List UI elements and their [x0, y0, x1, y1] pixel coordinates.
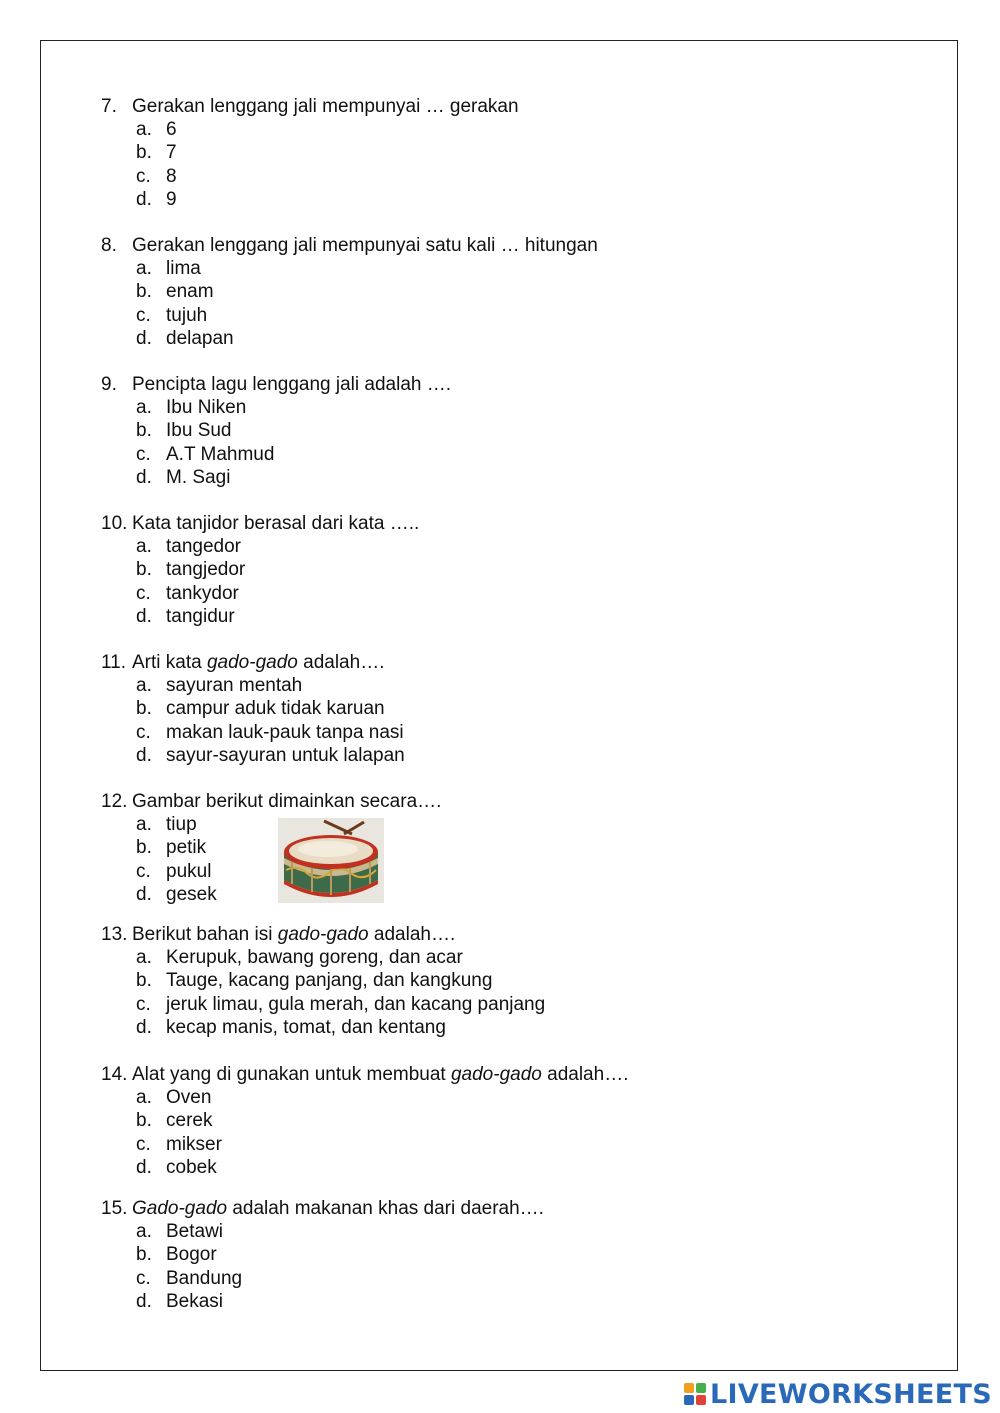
- liveworksheets-logo-icon: [683, 1382, 707, 1406]
- option-a[interactable]: a. tiup: [136, 814, 197, 836]
- question-12: [101, 790, 441, 906]
- option-a[interactable]: a. sayuran mentah: [136, 675, 303, 697]
- option-a[interactable]: a. Oven: [136, 1087, 212, 1109]
- option-d[interactable]: d. kecap manis, tomat, dan kentang: [136, 1016, 446, 1038]
- question-9: [101, 373, 451, 489]
- option-a[interactable]: a. tangedor: [136, 536, 242, 558]
- option-b[interactable]: b. Bogor: [136, 1244, 217, 1266]
- question-text: Gerakan lenggang jali mempunyai satu kali … hitungan: [132, 235, 598, 256]
- option-c[interactable]: c. makan lauk-pauk tanpa nasi: [136, 721, 404, 743]
- option-a[interactable]: a. Betawi: [136, 1221, 224, 1243]
- option-d[interactable]: d. 9: [136, 188, 177, 210]
- option-b[interactable]: b. tangjedor: [136, 559, 246, 581]
- question-text: Gado-gado adalah makanan khas dari daerah….: [132, 1198, 544, 1219]
- option-c[interactable]: c. tankydor: [136, 582, 239, 604]
- option-d[interactable]: d. delapan: [136, 327, 234, 349]
- question-number: 14.: [101, 1064, 128, 1085]
- question-text: Gambar berikut dimainkan secara….: [132, 791, 442, 812]
- option-b[interactable]: b. Ibu Sud: [136, 420, 232, 442]
- question-14: [101, 1063, 628, 1179]
- option-c[interactable]: c. Bandung: [136, 1267, 243, 1289]
- option-d[interactable]: d. gesek: [136, 883, 217, 905]
- question-number: 7.: [101, 96, 117, 117]
- question-15: [101, 1197, 544, 1313]
- question-number: 11.: [101, 652, 127, 673]
- question-8: [101, 234, 598, 350]
- question-13: [101, 923, 545, 1039]
- option-c[interactable]: c. pukul: [136, 860, 212, 882]
- option-b[interactable]: b. Tauge, kacang panjang, dan kangkung: [136, 970, 493, 992]
- option-d[interactable]: d. tangidur: [136, 605, 235, 627]
- option-b[interactable]: b. cerek: [136, 1110, 213, 1132]
- question-text: Gerakan lenggang jali mempunyai … gerakan: [132, 96, 519, 117]
- option-c[interactable]: c. A.T Mahmud: [136, 443, 275, 465]
- option-c[interactable]: c. 8: [136, 165, 177, 187]
- question-text: Alat yang di gunakan untuk membuat gado-gado adalah….: [132, 1064, 629, 1085]
- option-d[interactable]: d. M. Sagi: [136, 466, 231, 488]
- question-text: Pencipta lagu lenggang jali adalah ….: [132, 374, 452, 395]
- question-number: 9.: [101, 374, 117, 395]
- question-11: [101, 651, 405, 767]
- option-c[interactable]: c. mikser: [136, 1133, 222, 1155]
- question-number: 8.: [101, 235, 117, 256]
- option-b[interactable]: b. petik: [136, 837, 207, 859]
- option-c[interactable]: c. tujuh: [136, 304, 208, 326]
- question-10: [101, 512, 419, 628]
- option-a[interactable]: a. Kerupuk, bawang goreng, dan acar: [136, 947, 463, 969]
- option-d[interactable]: d. Bekasi: [136, 1290, 224, 1312]
- option-b[interactable]: b. enam: [136, 281, 214, 303]
- option-b[interactable]: b. 7: [136, 142, 177, 164]
- option-a[interactable]: a. 6: [136, 119, 177, 141]
- option-a[interactable]: a. Ibu Niken: [136, 397, 247, 419]
- question-text: Berikut bahan isi gado-gado adalah….: [132, 924, 456, 945]
- drum-image: [278, 818, 384, 903]
- question-text: Kata tanjidor berasal dari kata …..: [132, 513, 420, 534]
- question-text: Arti kata gado-gado adalah….: [132, 652, 385, 673]
- brand-name: LIVEWORKSHEETS: [709, 1378, 992, 1410]
- option-a[interactable]: a. lima: [136, 258, 201, 280]
- brand-watermark[interactable]: [683, 1378, 992, 1410]
- option-c[interactable]: c. jeruk limau, gula merah, dan kacang panjang: [136, 993, 546, 1015]
- option-d[interactable]: d. sayur-sayuran untuk lalapan: [136, 744, 405, 766]
- question-number: 10.: [101, 513, 128, 534]
- question-number: 15.: [101, 1198, 128, 1219]
- option-b[interactable]: b. campur aduk tidak karuan: [136, 698, 385, 720]
- option-d[interactable]: d. cobek: [136, 1156, 217, 1178]
- drum-head-highlight: [298, 841, 358, 857]
- question-7: [101, 95, 519, 211]
- question-number: 13.: [101, 924, 128, 945]
- question-number: 12.: [101, 791, 128, 812]
